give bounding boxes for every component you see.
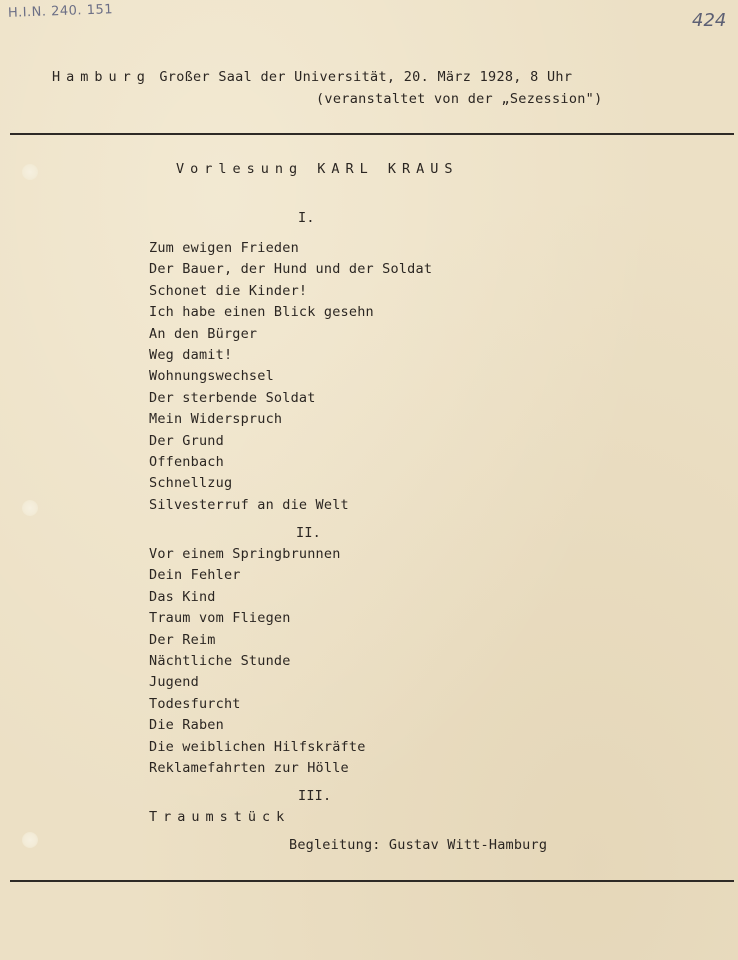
header-venue: Großer Saal der Universität, 20. März 1928, 8 Uhr bbox=[150, 69, 573, 85]
program-title: Vorlesung KARL KRAUS bbox=[176, 161, 459, 177]
punch-hole bbox=[22, 832, 38, 848]
program-item: Jugend bbox=[149, 674, 199, 691]
archive-mark: H.I.N. 240. 151 bbox=[7, 2, 114, 21]
section-numeral: II. bbox=[296, 525, 321, 541]
program-item: Zum ewigen Frieden bbox=[149, 240, 299, 256]
program-item: An den Bürger bbox=[149, 325, 258, 342]
program-item: Vor einem Springbrunnen bbox=[149, 546, 341, 562]
program-item: Nächtliche Stunde bbox=[149, 653, 291, 669]
header-venue-line bbox=[52, 69, 572, 85]
program-item: Die weiblichen Hilfskräfte bbox=[149, 738, 366, 755]
bottom-rule bbox=[10, 880, 734, 882]
program-item: Offenbach bbox=[149, 454, 224, 470]
program-item: Der Grund bbox=[149, 432, 224, 449]
page-number: 424 bbox=[692, 10, 727, 31]
program-item: Der Reim bbox=[149, 631, 216, 648]
program-item: Mein Widerspruch bbox=[149, 411, 283, 428]
header-organizer-line: (veranstaltet von der „Sezession") bbox=[316, 91, 603, 107]
program-item: Reklamefahrten zur Hölle bbox=[149, 760, 349, 776]
program-item: Dein Fehler bbox=[149, 567, 241, 584]
program-item: Der Bauer, der Hund und der Soldat bbox=[149, 261, 433, 278]
program-item: Weg damit! bbox=[149, 347, 233, 363]
program-item: Traum vom Fliegen bbox=[149, 610, 291, 627]
program-item: Die Raben bbox=[149, 717, 224, 734]
section-numeral: III. bbox=[298, 788, 332, 804]
program-item: Schnellzug bbox=[149, 475, 233, 492]
program-item: Ich habe einen Blick gesehn bbox=[149, 304, 374, 321]
program-item: Schonet die Kinder! bbox=[149, 282, 308, 299]
punch-hole bbox=[22, 500, 38, 516]
program-item: Silvesterruf an die Welt bbox=[149, 496, 349, 513]
program-item: Der sterbende Soldat bbox=[149, 389, 316, 406]
accompaniment-credit: Begleitung: Gustav Witt-Hamburg bbox=[289, 837, 548, 853]
top-rule bbox=[10, 133, 734, 135]
punch-hole bbox=[22, 164, 38, 180]
section-numeral: I. bbox=[298, 210, 315, 226]
program-item: Traumstück bbox=[149, 809, 291, 825]
program-item: Todesfurcht bbox=[149, 695, 241, 712]
program-item: Das Kind bbox=[149, 588, 216, 605]
header-city: Hamburg bbox=[52, 69, 151, 85]
program-item: Wohnungswechsel bbox=[149, 368, 274, 385]
